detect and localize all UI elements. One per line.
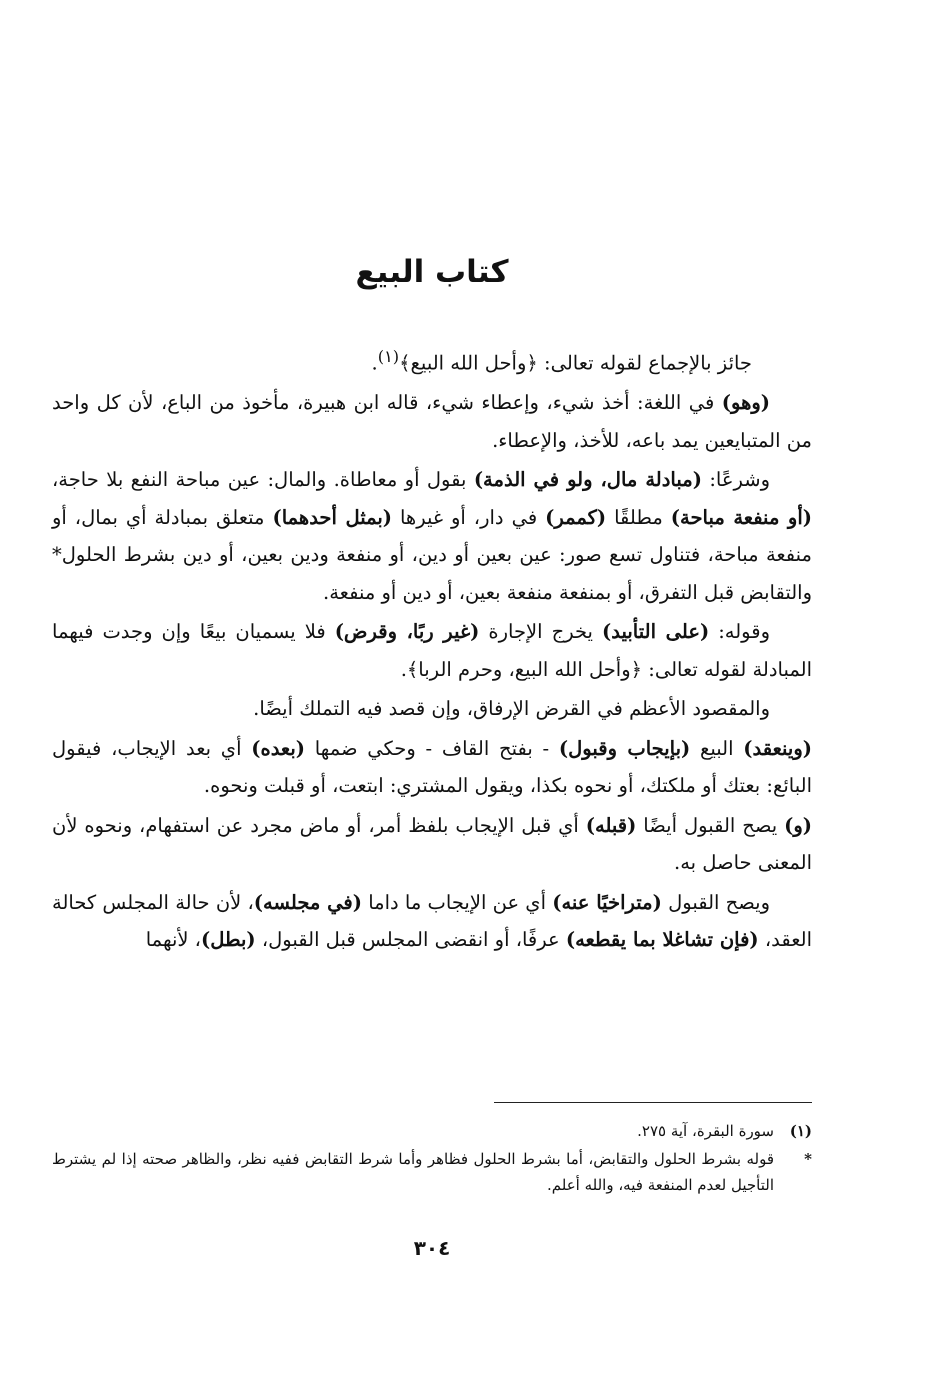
footnote-divider — [494, 1102, 812, 1103]
text-segment: - بفتح القاف - وحكي ضمها — [305, 736, 559, 760]
page-number: ٣٠٤ — [413, 1236, 451, 1260]
text-segment: عرفًا، أو انقضى المجلس قبل القبول، — [255, 928, 566, 951]
keyword: (بإيجاب وقبول) — [558, 736, 691, 760]
paragraph-5 — [52, 690, 812, 728]
footnote-marker: (١) — [789, 1122, 812, 1140]
book-page — [52, 0, 812, 1378]
keyword: (فإن تشاغلا بما يقطعه) — [565, 928, 759, 951]
main-text — [52, 338, 812, 961]
paragraph-1 — [52, 338, 812, 382]
footnote-1 — [52, 1118, 812, 1144]
chapter-title: كتاب البيع — [355, 254, 509, 290]
text-segment: في دار، أو غيرها — [392, 505, 546, 529]
paragraph-4 — [52, 613, 812, 688]
footnotes — [52, 1118, 812, 1200]
text-segment: متعلق بمبادلة أي بمال، أو منفعة مباحة، فتناول تسع صور: عين بعين أو دين، أو منفعة ودين بعين، أو دين بشرط الحلول* والتقابض قبل التفرق، أو بمنفعة منفعة بعين، أو دين أو منفعة. — [52, 505, 812, 604]
text-segment: ، لأنهما — [145, 928, 201, 951]
keyword: (أو منفعة مباحة) — [670, 505, 812, 529]
paragraph-7 — [52, 807, 812, 882]
paragraph-6 — [52, 730, 812, 805]
footnote-ref-1[interactable]: (١) — [377, 347, 400, 366]
keyword: (بمثل أحدهما) — [272, 505, 393, 529]
text-segment: . — [371, 351, 378, 375]
paragraph-8 — [52, 884, 812, 959]
keyword: (مبادلة مال، ولو في الذمة) — [473, 468, 702, 491]
keyword: (بعده) — [251, 736, 305, 760]
keyword: (على التأبيد) — [602, 620, 710, 643]
keyword: (كممر) — [545, 505, 607, 529]
text-segment: يصح القبول أيضًا — [636, 813, 785, 837]
text-segment: أي قبل الإيجاب بلفظ أمر، أو ماض مجرد عن استفهام، ونحوه لأن المعنى حاصل به. — [52, 813, 812, 874]
text-segment: بقول أو معاطاة. والمال: عين مباحة النفع بلا حاجة، — [52, 468, 474, 491]
text-segment: جائز بالإجماع لقوله تعالى: ﴿وأحل الله البيع﴾ — [399, 351, 752, 375]
keyword: (وهو) — [721, 391, 770, 414]
text-segment: مطلقًا — [606, 505, 671, 529]
paragraph-2 — [52, 384, 812, 459]
keyword: (متراخيًا عنه) — [552, 890, 662, 914]
text-segment: أي عن الإيجاب ما داما — [361, 890, 553, 914]
text-segment: البيع — [690, 736, 744, 760]
text-segment: ويصح القبول — [661, 890, 771, 914]
keyword: (قبله) — [585, 813, 637, 837]
text-segment: يخرج الإجارة — [479, 620, 603, 643]
keyword: (بطل) — [200, 928, 256, 951]
text-segment: والمقصود الأعظم في القرض الإرفاق، وإن قصد فيه التملك أيضًا. — [253, 697, 770, 720]
footnote-text: سورة البقرة، آية ٢٧٥. — [637, 1122, 774, 1140]
text-segment: فلا يسميان بيعًا وإن وجدت فيهما المبادلة لقوله تعالى: ﴿وأحل الله البيع، وحرم الربا﴾. — [52, 620, 812, 681]
footnote-2 — [52, 1146, 812, 1198]
keyword: (في مجلسه) — [253, 890, 362, 914]
footnote-text: قوله بشرط الحلول والتقابض، أما بشرط الحلول فظاهر وأما شرط التقابض ففيه نظر، والظاهر صحته إذا لم يشترط التأجيل لعدم المنفعة فيه، والله أعلم. — [52, 1150, 774, 1194]
text-segment: ، لأن حالة المجلس كحالة العقد، — [52, 890, 812, 951]
keyword: (غير ربًا، وقرض) — [334, 620, 480, 643]
keyword: (وينعقد) — [743, 736, 812, 760]
footnote-marker: * — [804, 1150, 812, 1168]
text-segment: أي بعد الإيجاب، فيقول البائع: بعتك أو ملكتك، أو نحوه بكذا، ويقول المشتري: ابتعت، أو قبلت ونحوه. — [52, 736, 812, 797]
text-segment: وقوله: — [709, 620, 770, 643]
keyword: (و) — [784, 813, 812, 837]
text-segment: وشرعًا: — [701, 468, 770, 491]
paragraph-3 — [52, 461, 812, 611]
text-segment: في اللغة: أخذ شيء، وإعطاء شيء، قاله ابن هبيرة، مأخوذ من الباع، لأن كل واحد من المتبايعين يمد باعه، للأخذ، والإعطاء. — [52, 391, 812, 452]
